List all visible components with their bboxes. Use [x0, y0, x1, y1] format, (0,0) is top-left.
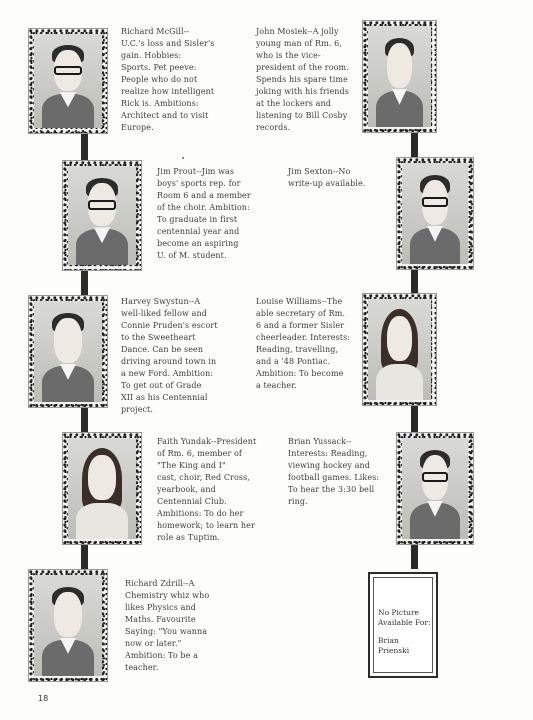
- student-writeup-jim-prout: Jim Prout--Jim was boys' sports rep. for Room 6 and a member of the choir. Ambition: To graduate in first centennial year and become an aspiring U. of M. student.: [157, 167, 251, 260]
- student-writeup-richard-mcgill: Richard McGill-- U.C.'s loss and Sisler's gain. Hobbies: Sports. Pet peeve: People who do not realize how intelligent Rick is. Ambitions: Architect and to visit Europe.: [121, 27, 215, 132]
- student-writeup-richard-zdrill: Richard Zdrill--A Chemistry whiz who likes Physics and Maths. Favourite Saying: "You wanna now or later." Ambition: To be a teacher.: [125, 579, 210, 672]
- portrait-image: [368, 299, 431, 400]
- divider-stem: [81, 408, 88, 432]
- no-picture-box: [368, 572, 438, 678]
- student-writeup-john-mosiek: John Mosiek--A jolly young man of Rm. 6, who is the vice- president of the room. Spends his spare time joking with his friends at the lockers and listening to Bill Cosby records.: [256, 27, 349, 132]
- photo-richard-zdrill: [28, 569, 108, 682]
- photo-faith-yundak: [62, 432, 142, 545]
- portrait-image: [402, 438, 468, 539]
- no-picture-label: No Picture Available For:: [378, 608, 431, 627]
- photo-louise-williams: [362, 293, 437, 406]
- photo-brian-yussack: [396, 432, 474, 545]
- print-speck: [182, 157, 184, 159]
- portrait-image: [34, 301, 102, 402]
- photo-john-mosiek: [362, 20, 437, 133]
- no-picture-name: Brian Prienski: [378, 636, 410, 655]
- portrait-image: [34, 575, 102, 676]
- student-writeup-louise-williams: Louise Williams--The able secretary of Rm. 6 and a former Sisler cheerleader. Interests: Reading, travelling, and a '48 Pontiac. Ambition: To become a teacher.: [256, 297, 351, 390]
- divider-stem: [81, 545, 88, 569]
- divider-stem: [411, 545, 418, 569]
- portrait-image: [68, 438, 136, 539]
- student-writeup-brian-yussack: Brian Yussack-- Interests: Reading, viewing hockey and football games. Likes: To hear the 3:30 bell ring.: [288, 437, 380, 506]
- photo-richard-mcgill: [28, 28, 108, 134]
- photo-jim-sexton: [396, 157, 474, 270]
- portrait-image: [402, 163, 468, 264]
- portrait-image: [68, 166, 136, 265]
- divider-stem: [81, 271, 88, 295]
- portrait-image: [368, 26, 431, 127]
- student-writeup-faith-yundak: Faith Yundak--President of Rm. 6, member of "The King and I" cast, choir, Red Cross, yearbook, and Centennial Club. Ambitions: To do her homework; to learn her role as Tuptim.: [157, 437, 257, 542]
- photo-jim-prout: [62, 160, 142, 271]
- divider-stem: [411, 133, 418, 157]
- student-writeup-jim-sexton: Jim Sexton--No write-up available.: [288, 167, 366, 188]
- student-writeup-harvey-swystun: Harvey Swystun--A well-liked fellow and Connie Pruden's escort to the Sweetheart Dance. Can be seen driving around town in a new Ford. Ambition: To get out of Grade XII as his Centennial project.: [121, 297, 218, 414]
- divider-stem: [411, 270, 418, 294]
- page-number: 18: [38, 694, 49, 703]
- divider-stem: [81, 134, 88, 160]
- portrait-image: [34, 34, 102, 128]
- photo-harvey-swystun: [28, 295, 108, 408]
- divider-stem: [411, 406, 418, 432]
